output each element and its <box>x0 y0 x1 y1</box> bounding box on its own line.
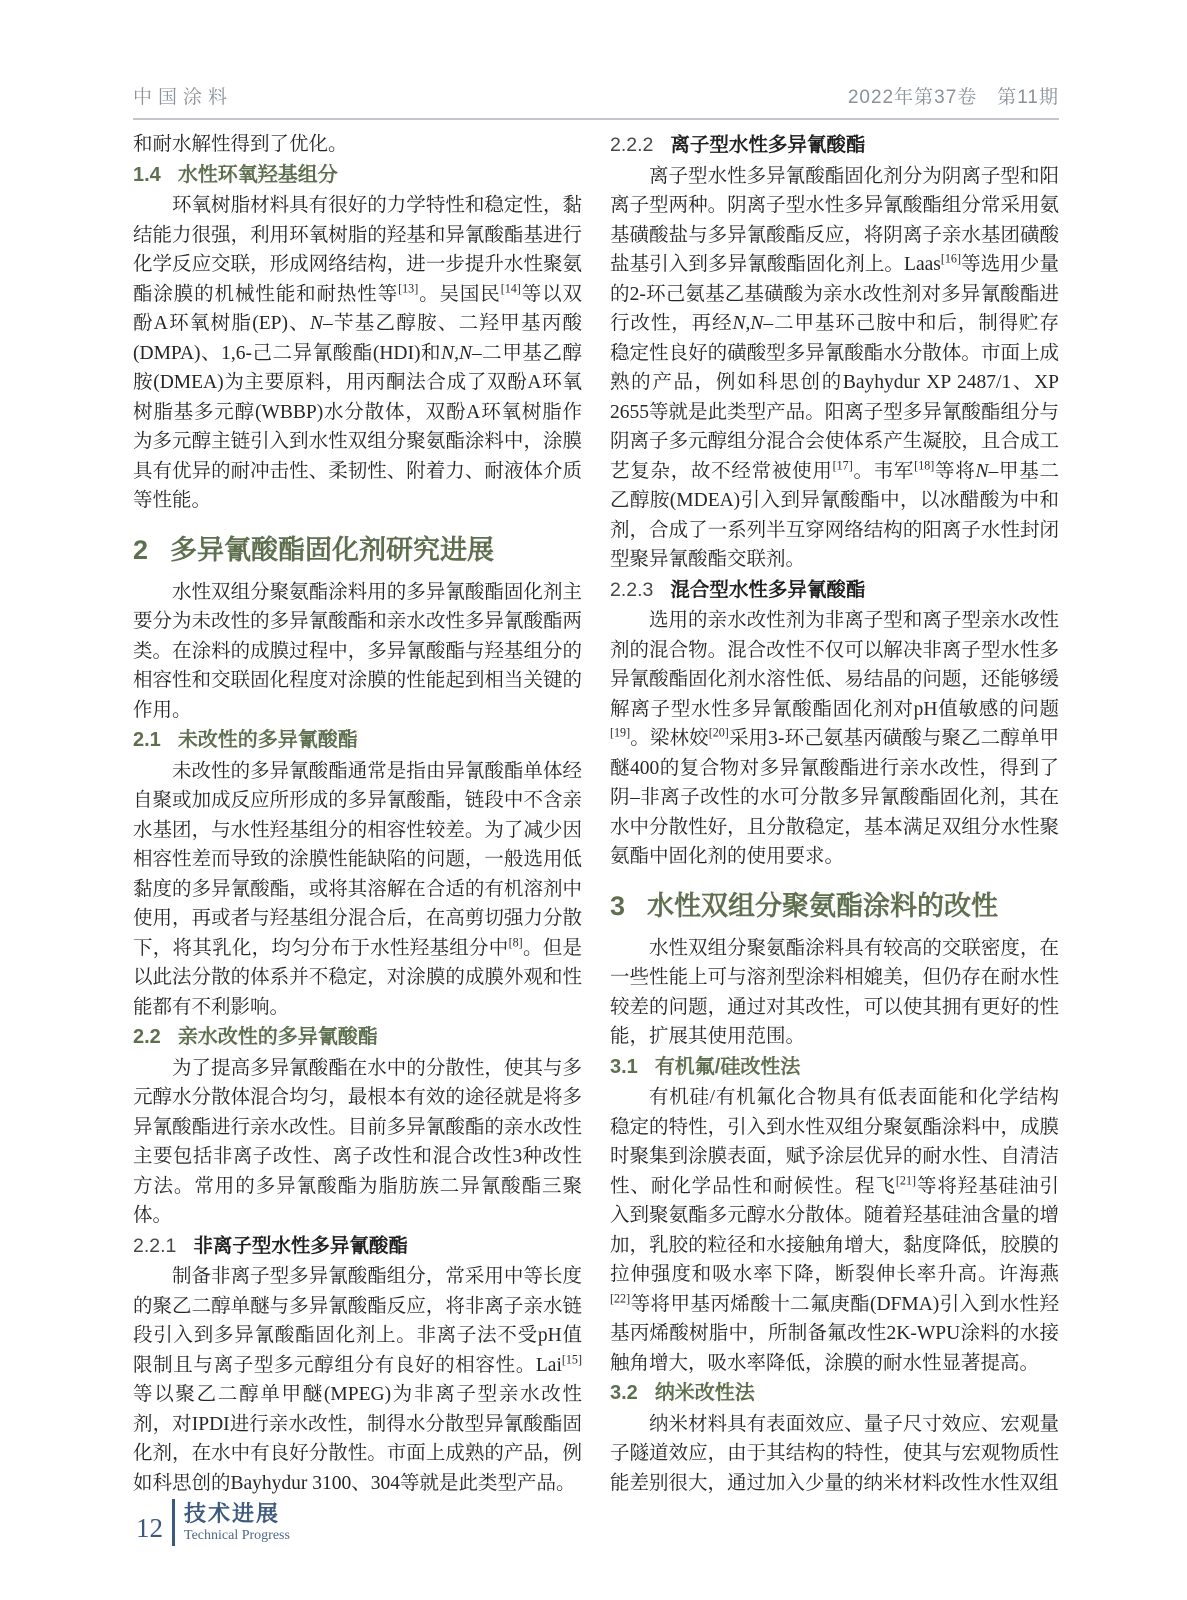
footer-section-en: Technical Progress <box>184 1527 290 1543</box>
heading-title: 未改性的多异氰酸酯 <box>177 729 358 751</box>
heading-title: 混合型水性多异氰酸酯 <box>670 579 866 601</box>
heading-3-1 <box>610 1053 1059 1083</box>
paragraph: 为了提高多异氰酸酯在水中的分散性，使其与多元醇水分散体混合均匀，最根本有效的途径就是将多异氰酸酯进行亲水改性。目前多异氰酸酯的亲水改性主要包括非离子改性、离子改性和混合改性3种改性方法。常用的多异氰酸酯为脂肪族二异氰酸酯三聚体。 <box>133 1057 582 1226</box>
heading-3-2 <box>610 1379 1059 1409</box>
heading-section-3 <box>610 889 1059 923</box>
page-number: 12 <box>136 1513 163 1543</box>
heading-number: 2 <box>133 534 149 565</box>
heading-title: 有机氟/硅改性法 <box>654 1055 801 1078</box>
paragraph: 水性双组分聚氨酯涂料具有较高的交联密度，在一些性能上可与溶剂型涂料相媲美，但仍存在耐水性较差的问题，通过对其改性，可以使其拥有更好的性能，扩展其使用范围。 <box>610 937 1059 1047</box>
heading-section-2 <box>133 533 582 567</box>
heading-number: 3.1 <box>610 1055 638 1078</box>
heading-number: 2.1 <box>133 729 161 751</box>
heading-number: 3 <box>610 890 626 921</box>
two-column-body <box>133 130 1059 1498</box>
heading-2-2-2 <box>610 131 1059 161</box>
footer-divider-bar <box>172 1499 175 1546</box>
paragraph: 制备非离子型多异氰酸酯组分，常采用中等长度的聚乙二醇单醚与多异氰酸酯反应，将非离子亲水链段引入到多异氰酸酯固化剂上。非离子法不受pH值限制且与离子型多元醇组分有良好的相容性。Lai[15]等以聚乙二醇单甲醚(MPEG)为非离子型亲水改性剂，对IPDI进行亲水改性，制得水分散型异氰酸酯固化剂，在水中有良好分散性。市面上成熟的产品，例如科思创的Bayhydur 3100、304等就是此类型产品。 <box>133 1266 582 1494</box>
heading-title: 水性环氧羟基组分 <box>177 163 338 186</box>
heading-number: 2.2.3 <box>610 578 654 601</box>
heading-number: 1.4 <box>133 163 161 186</box>
journal-title: 中国涂料 <box>133 87 234 108</box>
heading-2-2 <box>133 1023 582 1053</box>
heading-2-2-3 <box>610 576 1059 606</box>
issue-info: 2022年第37卷 第11期 <box>847 87 1059 108</box>
heading-title: 水性双组分聚氨酯涂料的改性 <box>647 890 999 921</box>
heading-2-1 <box>133 726 582 756</box>
heading-number: 2.2.1 <box>133 1234 177 1257</box>
heading-title: 亲水改性的多异氰酸酯 <box>177 1026 378 1048</box>
heading-number: 2.2.2 <box>610 134 654 156</box>
paragraph: 选用的亲水改性剂为非离子型和离子型亲水改性剂的混合物。混合改性不仅可以解决非离子型水性多异氰酸酯固化剂水溶性低、易结晶的问题，还能够缓解离子型水性多异氰酸酯固化剂对pH值敏感的问题[19]。梁林姣[20]采用3-环己氨基丙磺酸与聚乙二醇单甲醚400的复合物对多异氰酸酯进行亲水改性，得到了阴–非离子改性的水可分散多异氰酸酯固化剂，其在水中分散性好，且分散稳定，基本满足双组分水性聚氨酯中固化剂的使用要求。 <box>610 610 1059 867</box>
footer-section-labels <box>184 1501 290 1545</box>
heading-title: 纳米改性法 <box>654 1382 755 1404</box>
left-column <box>133 130 582 1498</box>
heading-title: 离子型水性多异氰酸酯 <box>670 135 866 156</box>
page-footer <box>136 1499 290 1546</box>
paragraph: 有机硅/有机氟化合物具有低表面能和化学结构稳定的特性，引入到水性双组分聚氨酯涂料中，成膜时聚集到涂膜表面，赋予涂层优异的耐水性、自清洁性、耐化学品性和耐候性。程飞[21]等将羟基硅油引入到聚氨酯多元醇水分散体。随着羟基硅油含量的增加，乳胶的粒径和水接触角增大，黏度降低，胶膜的拉伸强度和吸水率下降，断裂伸长率升高。许海燕[22]等将甲基丙烯酸十二氟庚酯(DFMA)引入到水性羟基丙烯酸树脂中，所制备氟改性2K-WPU涂料的水接触角增大，吸水率降低，涂膜的耐水性显著提高。 <box>610 1087 1059 1374</box>
heading-number: 2.2 <box>133 1026 161 1048</box>
heading-number: 3.2 <box>610 1382 638 1404</box>
paragraph: 纳米材料具有表面效应、量子尺寸效应、宏观量子隧道效应，由于其结构的特性，使其与宏观物质性能差别很大，通过加入少量的纳米材料改性水性双组 <box>610 1413 1059 1494</box>
paragraph: 离子型水性多异氰酸酯固化剂分为阴离子型和阳离子型两种。阴离子型水性多异氰酸酯组分常采用氨基磺酸盐与多异氰酸酯反应，将阴离子亲水基团磺酸盐基引入到多异氰酸酯固化剂上。Laas[16]等选用少量的2-环己氨基乙基磺酸为亲水改性剂对多异氰酸酯进行改性，再经N,N–二甲基环己胺中和后，制得贮存稳定性良好的磺酸型多异氰酸酯水分散体。市面上成熟的产品，例如科思创的Bayhydur XP 2487/1、XP 2655等就是此类型产品。阳离子型多异氰酸酯组分与阴离子多元醇组分混合会使体系产生凝胶，且合成工艺复杂，故不经常被使用[17]。韦军[18]等将N–甲基二乙醇胺(MDEA)引入到异氰酸酯中，以冰醋酸为中和剂，合成了一系列半互穿网络结构的阳离子水性封闭型聚异氰酸酯交联剂。 <box>610 165 1059 570</box>
paragraph: 未改性的多异氰酸酯通常是指由异氰酸酯单体经自聚或加成反应所形成的多异氰酸酯，链段中不含亲水基团，与水性羟基组分的相容性较差。为了减少因相容性差而导致的涂膜性能缺陷的问题，一般选用低黏度的多异氰酸酯，或将其溶解在合适的有机溶剂中使用，再或者与羟基组分混合后，在高剪切强力分散下，将其乳化，均匀分布于水性羟基组分中[8]。但是以此法分散的体系并不稳定，对涂膜的成膜外观和性能都有不利影响。 <box>133 760 582 1018</box>
page-header <box>133 82 1059 120</box>
heading-2-2-1 <box>133 1232 582 1262</box>
right-column <box>610 130 1059 1498</box>
paragraph: 环氧树脂材料具有很好的力学特性和稳定性，黏结能力很强，利用环氧树脂的羟基和异氰酸酯基进行化学反应交联，形成网络结构，进一步提升水性聚氨酯涂膜的机械性能和耐热性等[13]。吴国民[14]等以双酚A环氧树脂(EP)、N–苄基乙醇胺、二羟甲基丙酸(DMPA)、1,6-己二异氰酸酯(HDI)和N,N–二甲基乙醇胺(DMEA)为主要原料，用丙酮法合成了双酚A环氧树脂基多元醇(WBBP)水分散体，双酚A环氧树脂作为多元醇主链引入到水性双组分聚氨酯涂料中，涂膜具有优异的耐冲击性、柔韧性、附着力、耐液体介质等性能。 <box>133 195 582 511</box>
footer-section-cn: 技术进展 <box>184 1500 281 1526</box>
heading-title: 多异氰酸酯固化剂研究进展 <box>170 534 495 565</box>
heading-1-4 <box>133 161 582 191</box>
paragraph: 水性双组分聚氨酯涂料用的多异氰酸酯固化剂主要分为未改性的多异氰酸酯和亲水改性多异氰酸酯两类。在涂料的成膜过程中，多异氰酸酯与羟基组分的相容性和交联固化程度对涂膜的性能起到相当关键的作用。 <box>133 581 582 721</box>
heading-title: 非离子型水性多异氰酸酯 <box>193 1235 408 1257</box>
paragraph-continuation: 和耐水解性得到了优化。 <box>133 134 348 155</box>
